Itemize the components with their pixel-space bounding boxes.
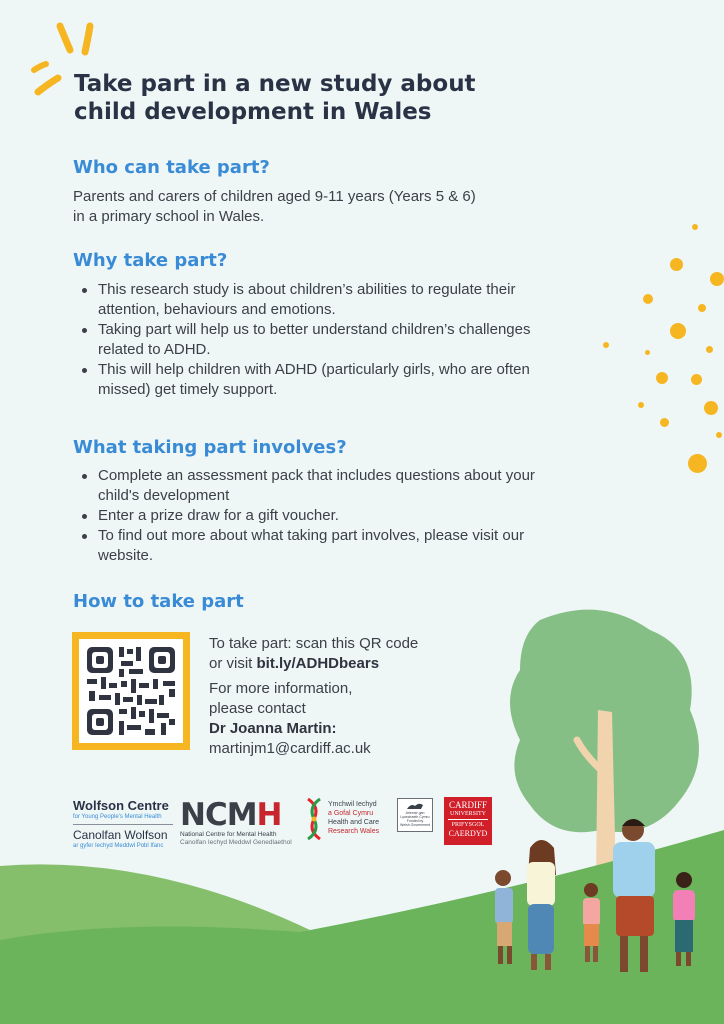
wolfson-logo xyxy=(73,799,173,850)
list-item: Enter a prize draw for a gift voucher. xyxy=(73,506,553,526)
hcrw-line3: Health and Care xyxy=(328,819,379,826)
ncmh-line2: Canolfan Iechyd Meddwl Genedlaethol xyxy=(180,839,292,846)
ncmh-acronym-h: H xyxy=(256,797,282,833)
who-heading: Who can take part? xyxy=(73,157,270,178)
info-line2: please contact xyxy=(209,700,306,717)
list-item: This will help children with ADHD (particularly girls, who are often missed) get timely support. xyxy=(73,360,543,400)
contact-email[interactable]: martinjm1@cardiff.ac.uk xyxy=(209,740,371,757)
hcrw-line1: Ymchwil Iechyd xyxy=(328,801,377,808)
wolfson-sub-cy: ar gyfer Iechyd Meddwl Pobl Ifanc xyxy=(73,843,164,849)
involves-list xyxy=(73,466,553,566)
wolfson-title-cy: Canolfan Wolfson xyxy=(73,828,168,842)
wolfson-sub: for Young People's Mental Health xyxy=(73,814,162,820)
gov-line2: Lywodraeth Cymru xyxy=(400,815,430,819)
who-text-line2: in a primary school in Wales. xyxy=(73,208,265,225)
who-text xyxy=(73,187,533,227)
hcrw-logo xyxy=(328,800,398,836)
hcrw-line2: a Gofal Cymru xyxy=(328,810,374,817)
dragon-icon xyxy=(405,801,425,811)
how-heading: How to take part xyxy=(73,591,244,612)
ncmh-acronym: NCM xyxy=(180,797,257,833)
gov-line3: Funded by xyxy=(406,819,424,823)
list-item: To find out more about what taking part involves, please visit our website. xyxy=(73,526,553,566)
ncmh-line1: National Centre for Mental Health xyxy=(180,831,277,838)
cardiff-line3: PRIFYSGOL xyxy=(451,822,485,828)
gov-line4: Welsh Government xyxy=(400,823,430,827)
ncmh-logo xyxy=(180,799,295,847)
visit-prefix: or visit xyxy=(209,655,257,672)
wolfson-title: Wolfson Centre xyxy=(73,798,169,813)
contact-name: Dr Joanna Martin: xyxy=(209,720,337,737)
cardiff-line1: CARDIFF xyxy=(448,800,487,810)
list-item: Taking part will help us to better understand children’s challenges related to ADHD. xyxy=(73,320,543,360)
gov-line1: Ariennir gan xyxy=(405,811,425,815)
cardiff-line4: CAERDYD xyxy=(448,829,488,838)
info-line1: For more information, xyxy=(209,680,353,697)
hcrw-helix-icon xyxy=(304,797,324,841)
involves-heading: What taking part involves? xyxy=(73,437,347,458)
study-link[interactable]: bit.ly/ADHDbears xyxy=(256,655,380,672)
welsh-gov-logo xyxy=(397,798,433,832)
list-item: This research study is about children’s abilities to regulate their attention, behaviours and emotions. xyxy=(73,280,543,320)
hcrw-line4: Research Wales xyxy=(328,828,380,835)
why-heading: Why take part? xyxy=(73,250,228,271)
cardiff-line2: UNIVERSITY xyxy=(450,811,486,817)
why-list xyxy=(73,280,543,400)
scan-text: To take part: scan this QR code xyxy=(209,635,419,652)
list-item: Complete an assessment pack that includes questions about your child's development xyxy=(73,466,553,506)
who-text-line1: Parents and carers of children aged 9-11 years (Years 5 & 6) xyxy=(73,188,476,205)
cardiff-university-logo xyxy=(444,797,492,845)
page-title: Take part in a new study about child development in Wales xyxy=(74,71,476,125)
